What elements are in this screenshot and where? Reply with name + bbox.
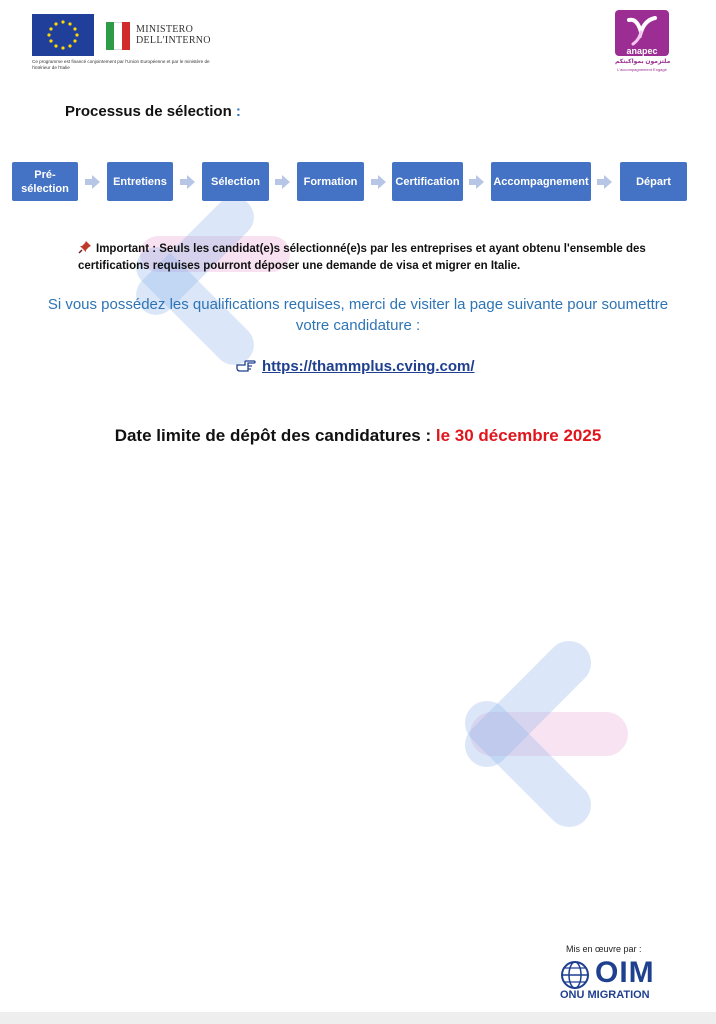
pointing-hand-icon — [236, 359, 256, 373]
invite-text: Si vous possédez les qualifications requises, merci de visiter la page suivante pour soumettre votre candidature : — [47, 296, 669, 334]
ministero-label — [136, 24, 211, 46]
step-label: Formation — [303, 175, 358, 188]
important-note — [78, 240, 668, 275]
ministero-line-1: MINISTERO — [136, 24, 194, 35]
section-title-colon: : — [235, 103, 241, 120]
step-label: Accompagnement — [493, 175, 589, 188]
funding-note: Ce programme est financé conjointement par l'Union Européenne et par le ministère de l'intérieur de l'Italie — [32, 59, 210, 70]
link-row — [236, 358, 475, 376]
step-selection — [202, 162, 269, 201]
eu-flag-icon — [32, 14, 94, 56]
oim-logo — [560, 958, 670, 1002]
step-certification — [392, 162, 463, 201]
oim-globe-icon — [560, 960, 590, 990]
step-accompagnement — [491, 162, 591, 201]
step-label: Sélection — [211, 175, 260, 188]
italian-emblem-icon — [106, 22, 130, 50]
anapec-name: anapec — [626, 46, 658, 56]
step-label: Départ — [636, 175, 671, 188]
step-label: Pré- sélection — [21, 168, 69, 195]
anapec-arabic-tagline: ملتزمون بمواكبتكم — [615, 59, 671, 65]
step-label: Certification — [395, 175, 460, 188]
section-title-text: Processus de sélection — [65, 103, 232, 120]
deadline — [0, 426, 716, 446]
deadline-date: le 30 décembre 2025 — [435, 426, 602, 445]
step-preselection — [12, 162, 78, 201]
pushpin-icon — [78, 240, 92, 254]
bottom-strip — [0, 1012, 716, 1024]
section-title — [65, 103, 241, 120]
implemented-by-label: Mis en œuvre par : — [566, 944, 642, 954]
onu-migration-label: ONU MIGRATION — [560, 989, 650, 1001]
step-formation — [297, 162, 364, 201]
anapec-tagline: L'accompagnement Engagé — [617, 67, 667, 72]
anapec-logo-icon — [615, 10, 669, 82]
deadline-label: Date limite de dépôt des candidatures : — [114, 426, 432, 445]
application-link[interactable]: https://thammplus.cving.com/ — [262, 358, 475, 375]
important-note-text: Important : Seuls les candidat(e)s sélectionné(e)s par les entreprises et ayant obtenu l'ensemble des certifications requises pourront déposer une demande de visa et migrer en Italie. — [78, 243, 646, 272]
step-label: Entretiens — [113, 175, 167, 188]
step-entretiens — [107, 162, 173, 201]
step-depart — [620, 162, 687, 201]
ministero-line-2: DELL'INTERNO — [136, 35, 211, 46]
oim-wordmark: OIM — [595, 956, 655, 989]
